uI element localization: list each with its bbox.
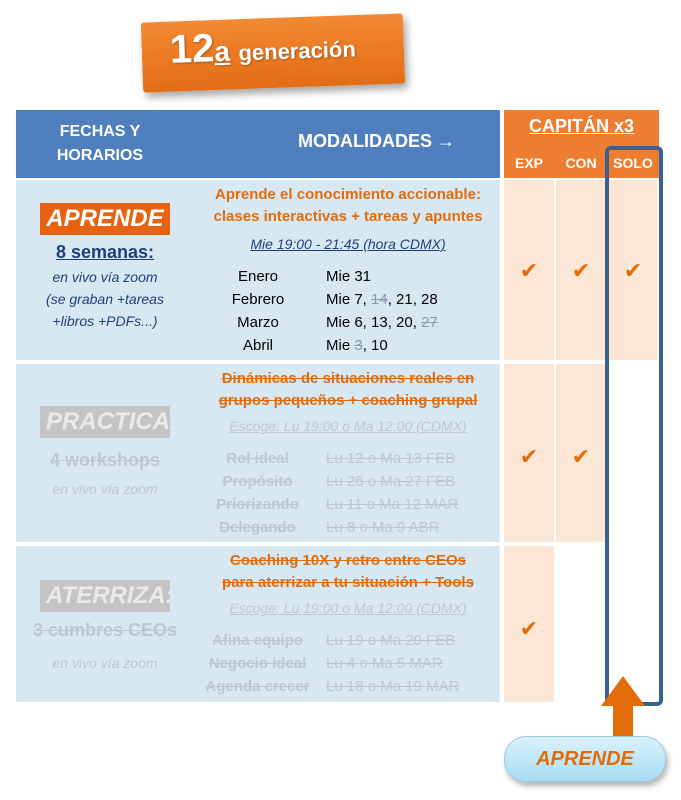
header-capitan: CAPITÁN x3 xyxy=(528,116,635,136)
generation-banner-text xyxy=(169,20,391,88)
subheader-solo: SOLO xyxy=(608,150,658,176)
aterriza-desc: en vivo vía zoom xyxy=(52,655,158,671)
aprende-desc-line: (se graban +tareas xyxy=(46,291,164,307)
practica-row-label: Delegando xyxy=(219,519,296,536)
date-cancelled: 14 xyxy=(371,291,388,308)
practica-desc: en vivo vía zoom xyxy=(52,481,158,497)
practica-title-line: grupos pequeños + coaching grupal xyxy=(218,392,478,409)
aterriza-schedule: Escoge: Lu 19:00 o Ma 12:00 (CDMX) xyxy=(229,600,467,616)
check-icon: ✔ xyxy=(623,258,643,283)
date-text: , 10 xyxy=(362,337,388,354)
dates-enero: Mie 31 xyxy=(326,268,372,285)
generation-label: generación xyxy=(238,36,357,66)
aterriza-title-line: para aterrizar a tu situación + Tools xyxy=(222,574,474,591)
header-fechas-line1: FECHAS Y xyxy=(59,123,141,140)
month-label: Febrero xyxy=(231,291,285,308)
practica-row-value: Lu 8 o Ma 9 ABR xyxy=(326,519,440,536)
practica-row-value: Lu 12 o Ma 13 FEB xyxy=(326,450,456,467)
aprende-desc xyxy=(30,266,180,332)
practica-row-label: Priorizando xyxy=(216,496,299,513)
practica-title-line: Dinámicas de situaciones reales en xyxy=(221,370,475,387)
check-icon: ✔ xyxy=(571,258,591,283)
aprende-weeks: 8 semanas: xyxy=(55,242,155,262)
check-icon: ✔ xyxy=(519,444,539,469)
practica-weeks: 4 workshops xyxy=(49,450,161,470)
dates-marzo xyxy=(326,314,438,331)
aterriza-title-line: Coaching 10X y retro entre CEOs xyxy=(230,552,466,569)
date-text: Mie xyxy=(326,337,355,354)
aprende-title-line: Aprende el conocimiento accionable: xyxy=(215,186,481,203)
aprende-desc-line: +libros +PDFs...) xyxy=(52,313,158,329)
dates-febrero xyxy=(326,291,438,308)
month-label: Marzo xyxy=(237,314,279,331)
month-label: Enero xyxy=(237,268,279,285)
solo-highlight-box xyxy=(605,146,663,706)
date-cancelled: 27 xyxy=(421,314,438,331)
aterriza-row-value: Lu 19 o Ma 20 FEB xyxy=(326,632,456,649)
aprende-desc-line: en vivo vía zoom xyxy=(52,269,158,285)
aterriza-weeks: 3 cumbres CEOs xyxy=(32,620,178,640)
check-icon: ✔ xyxy=(519,258,539,283)
aterriza-row-label: Negocio ideal xyxy=(208,655,307,672)
practica-schedule: Escoge: Lu 19:00 o Ma 12:00 (CDMX) xyxy=(229,418,467,434)
aterriza-row-value: Lu 18 o Ma 19 MAR xyxy=(326,678,460,695)
aterriza-row-label: Afina equipo xyxy=(212,632,303,649)
date-text: Mie 6, 13, 20, xyxy=(326,314,422,331)
aprende-title-line: clases interactivas + tareas y apuntes xyxy=(213,208,483,225)
date-cancelled: 3 xyxy=(354,337,363,354)
practica-title xyxy=(198,368,498,412)
aprende-tag: APRENDE xyxy=(40,203,170,235)
date-text: Mie 7, xyxy=(326,291,372,308)
header-modalidades: MODALIDADES → xyxy=(298,131,455,151)
practica-row-label: Propósito xyxy=(222,473,293,490)
month-label: Abril xyxy=(242,337,273,354)
check-icon: ✔ xyxy=(571,444,591,469)
date-text: , 21, 28 xyxy=(387,291,438,308)
subheader-exp: EXP xyxy=(504,150,554,176)
header-fechas-line2: HORARIOS xyxy=(56,147,144,164)
aterriza-tag: ATERRIZA: xyxy=(40,580,170,612)
generation-number: 12 xyxy=(169,26,216,72)
practica-row-value: Lu 11 o Ma 12 MAR xyxy=(326,496,459,513)
aterriza-title xyxy=(198,550,498,594)
subheader-con: CON xyxy=(556,150,606,176)
aterriza-row-label: Agenda crecer xyxy=(205,678,310,695)
generation-sup: a xyxy=(213,35,231,68)
aprende-schedule: Mie 19:00 - 21:45 (hora CDMX) xyxy=(250,236,446,252)
aterriza-row-value: Lu 4 o Ma 5 MAR xyxy=(326,655,443,672)
practica-row-label: Rol ideal xyxy=(226,450,289,467)
up-arrow-icon xyxy=(601,676,645,706)
practica-tag: PRACTICA: xyxy=(40,406,170,438)
practica-row-value: Lu 26 o Ma 27 FEB xyxy=(326,473,456,490)
aprende-button[interactable]: APRENDE xyxy=(504,736,666,782)
check-icon: ✔ xyxy=(519,616,539,641)
aprende-title xyxy=(198,184,498,228)
dates-abril xyxy=(326,337,388,354)
header-fechas xyxy=(40,120,160,168)
